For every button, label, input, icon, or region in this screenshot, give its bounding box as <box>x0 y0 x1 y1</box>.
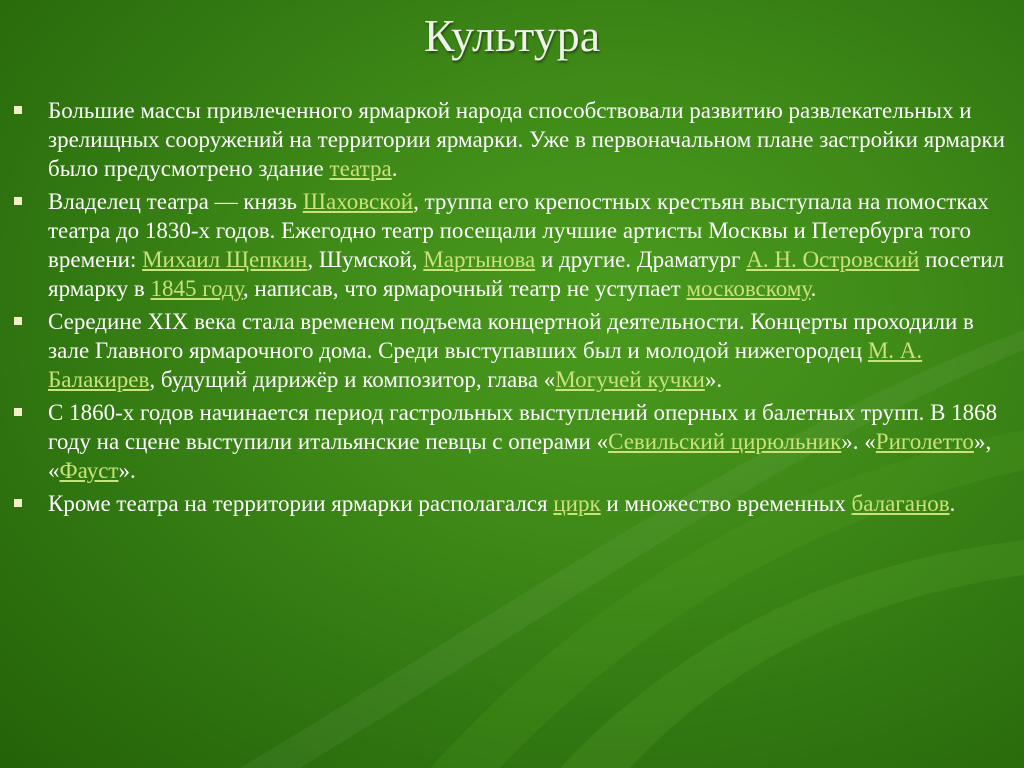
text-run: , написав, что ярмарочный театр не уступает <box>242 276 687 301</box>
hyperlink[interactable]: Севильский цирюльник <box>608 429 842 454</box>
hyperlink[interactable]: Фауст <box>59 458 119 483</box>
text-run: ». <box>704 367 723 392</box>
bullet-text <box>48 189 1004 301</box>
bullet-text <box>48 98 1005 181</box>
bullet-square-icon <box>14 197 22 205</box>
text-run: , будущий дирижёр и композитор, глава « <box>149 367 556 392</box>
text-run: . <box>949 491 956 516</box>
hyperlink[interactable]: 1845 году <box>150 276 243 301</box>
hyperlink[interactable]: московскому <box>686 276 811 301</box>
bullet-text <box>48 400 997 483</box>
text-run: Кроме театра на территории ярмарки располагался <box>48 491 554 516</box>
hyperlink[interactable]: театра <box>329 156 392 181</box>
text-run: , труппа его крепостных крестьян выступала на помостках театра до 1830-х годов. Ежегодно театр посещали лучшие артисты Москвы и Петербурга того времени: <box>48 189 989 272</box>
hyperlink[interactable]: Михаил Щепкин <box>142 247 308 272</box>
hyperlink[interactable]: А. Н. Островский <box>746 247 920 272</box>
text-run: и множество временных <box>600 491 852 516</box>
bullet-square-icon <box>14 106 22 114</box>
bullet-square-icon <box>14 499 22 507</box>
bullet-square-icon <box>14 317 22 325</box>
text-run: Владелец театра — князь <box>48 189 303 214</box>
hyperlink[interactable]: Риголетто <box>875 429 974 454</box>
bullet-square-icon <box>14 408 22 416</box>
text-run: и другие. Драматург <box>535 247 747 272</box>
text-run: С 1860-х годов начинается период гастрольных выступлений оперных и балетных трупп. В 1868 году на сцене выступили итальянские певцы с операми « <box>48 400 998 454</box>
hyperlink[interactable]: Мартынова <box>423 247 536 272</box>
bullet-list <box>14 96 1014 522</box>
text-run: . <box>391 156 398 181</box>
bullet-item <box>14 187 1014 303</box>
hyperlink[interactable]: Могучей кучки <box>555 367 705 392</box>
bullet-item <box>14 489 1014 518</box>
hyperlink[interactable]: цирк <box>553 491 601 516</box>
text-run: Большие массы привлеченного ярмаркой народа способствовали развитию развлекательных и зрелищных сооружений на территории ярмарки. Уже в первоначальном плане застройки ярмарки было предусмотрено здание <box>48 98 1005 181</box>
text-run: посетил ярмарку в <box>48 247 1005 301</box>
hyperlink[interactable]: Шаховской <box>302 189 414 214</box>
text-run: ». <box>118 458 136 483</box>
text-run: Середине XIX века стала временем подъема концертной деятельности. Концерты проходили в зале Главного ярмарочного дома. Среди выступавших был и молодой нижегородец <box>48 309 974 363</box>
text-run: , Шумской, <box>307 247 424 272</box>
bullet-item <box>14 96 1014 183</box>
bullet-text <box>48 309 974 392</box>
bullet-item <box>14 398 1014 485</box>
bullet-item <box>14 307 1014 394</box>
text-run: ». « <box>841 429 876 454</box>
hyperlink[interactable]: М. А. Балакирев <box>48 338 923 392</box>
bullet-text <box>48 491 955 516</box>
hyperlink[interactable]: балаганов <box>851 491 950 516</box>
slide-title: Культура <box>423 10 601 61</box>
text-run: . <box>810 276 817 301</box>
text-run: », « <box>48 429 992 483</box>
